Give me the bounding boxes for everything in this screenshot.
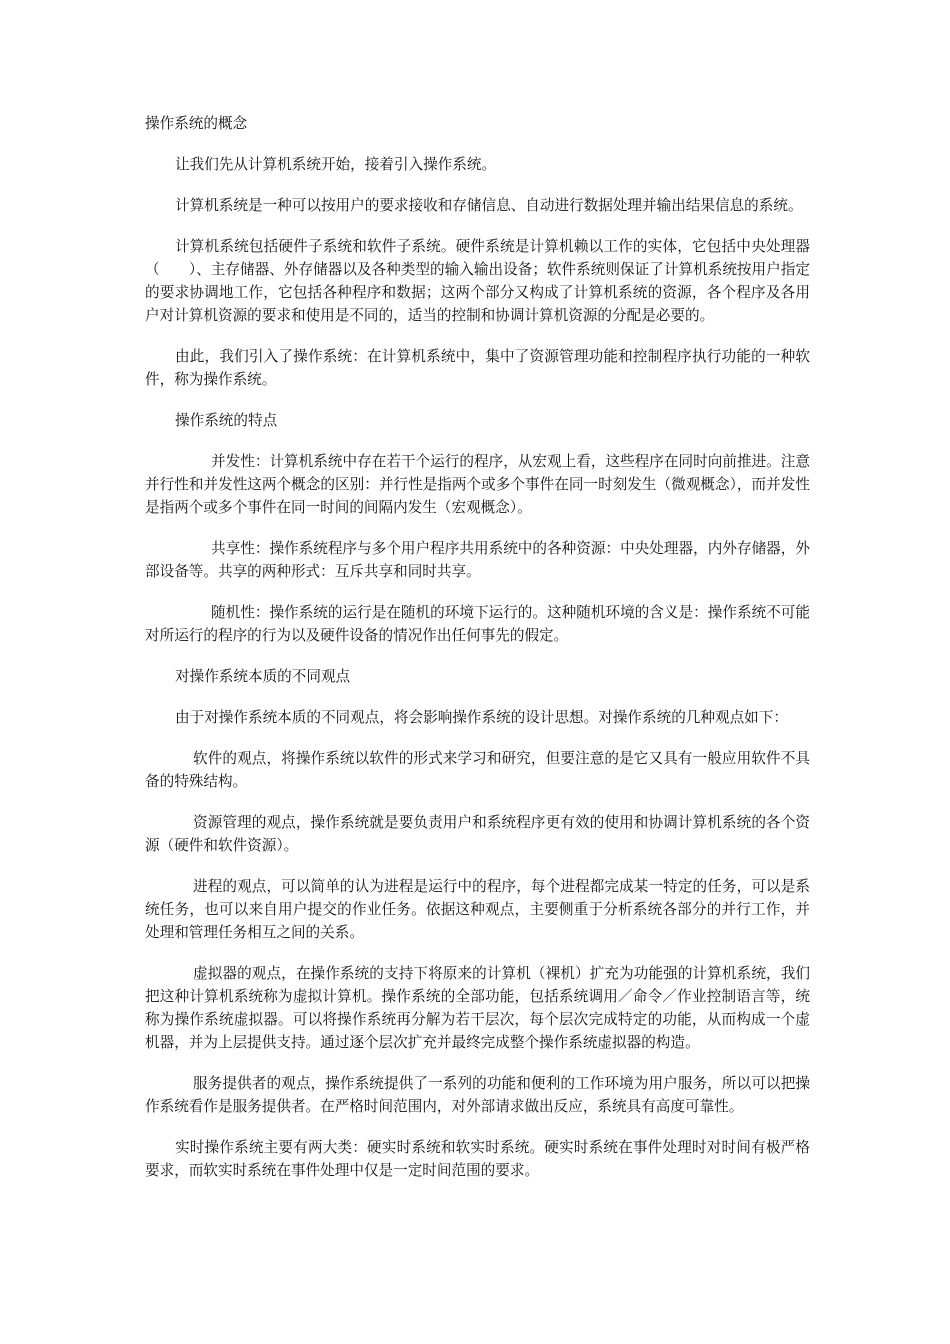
paragraph-intro: 让我们先从计算机系统开始，接着引入操作系统。 [175,156,497,173]
document-page [145,112,810,1200]
paragraph-realtime-os: 实时操作系统主要有两大类：硬实时系统和软实时系统。硬实时系统在事件处理时对时间有极严格要求，而软实时系统在事件处理中仅是一定时间范围的要求。 [145,1139,810,1179]
paragraph-software-view: 软件的观点，将操作系统以软件的形式来学习和研究，但要注意的是它又具有一般应用软件不具备的特殊结构。 [145,750,810,790]
document-title: 操作系统的概念 [145,115,248,132]
section-heading-viewpoints: 对操作系统本质的不同观点 [175,668,351,685]
paragraph-resource-view: 资源管理的观点，操作系统就是要负责用户和系统程序更有效的使用和协调计算机系统的各个资源（硬件和软件资源）。 [145,814,810,854]
paragraph-service-provider-view: 服务提供者的观点，操作系统提供了一系列的功能和便利的工作环境为用户服务，所以可以把操作系统看作是服务提供者。在严格时间范围内，对外部请求做出反应，系统具有高度可靠性。 [145,1075,810,1115]
paragraph-concurrency: 并发性：计算机系统中存在若干个运行的程序，从宏观上看，这些程序在同时向前推进。注意并行性和并发性这两个概念的区别：并行性是指两个或多个事件在同一时刻发生（微观概念），而并发性是指两个或多个事件在同一时间的间隔内发生（宏观概念）。 [145,453,810,516]
paragraph-process-view: 进程的观点，可以简单的认为进程是运行中的程序，每个进程都完成某一特定的任务，可以是系统任务，也可以来自用户提交的作业任务。依据这种观点，主要侧重于分析系统各部分的并行工作，并处理和管理任务相互之间的关系。 [145,878,810,941]
paragraph-hardware-software: 计算机系统包括硬件子系统和软件子系统。硬件系统是计算机赖以工作的实体，它包括中央处理器（ ）、主存储器、外存储器以及各种类型的输入输出设备；软件系统则保证了计算机系统按用户指定的要求协调地工作，它包括各种程序和数据；这两个部分又构成了计算机系统的资源，各个程序及各用户对计算机资源的要求和使用是不同的，适当的控制和协调计算机资源的分配是必要的。 [145,238,810,324]
paragraph-computer-system-definition: 计算机系统是一种可以按用户的要求接收和存储信息、自动进行数据处理并输出结果信息的系统。 [175,197,803,214]
paragraph-virtual-machine-view: 虚拟器的观点，在操作系统的支持下将原来的计算机（裸机）扩充为功能强的计算机系统，我们把这种计算机系统称为虚拟计算机。操作系统的全部功能，包括系统调用／命令／作业控制语言等，统称为操作系统虚拟器。可以将操作系统再分解为若干层次，每个层次完成特定的功能，从而构成一个虚机器，并为上层提供支持。通过逐个层次扩充并最终完成整个操作系统虚拟器的构造。 [145,965,810,1051]
paragraph-randomness: 随机性：操作系统的运行是在随机的环境下运行的。这种随机环境的含义是：操作系统不可能对所运行的程序的行为以及硬件设备的情况作出任何事先的假定。 [145,604,810,644]
section-heading-features: 操作系统的特点 [175,412,278,429]
paragraph-sharing: 共享性：操作系统程序与多个用户程序共用系统中的各种资源：中央处理器，内外存储器，外部设备等。共享的两种形式：互斥共享和同时共享。 [145,540,810,580]
paragraph-os-definition: 由此，我们引入了操作系统：在计算机系统中，集中了资源管理功能和控制程序执行功能的一种软件，称为操作系统。 [145,348,810,388]
paragraph-viewpoints-intro: 由于对操作系统本质的不同观点，将会影响操作系统的设计思想。对操作系统的几种观点如下： [175,709,788,726]
